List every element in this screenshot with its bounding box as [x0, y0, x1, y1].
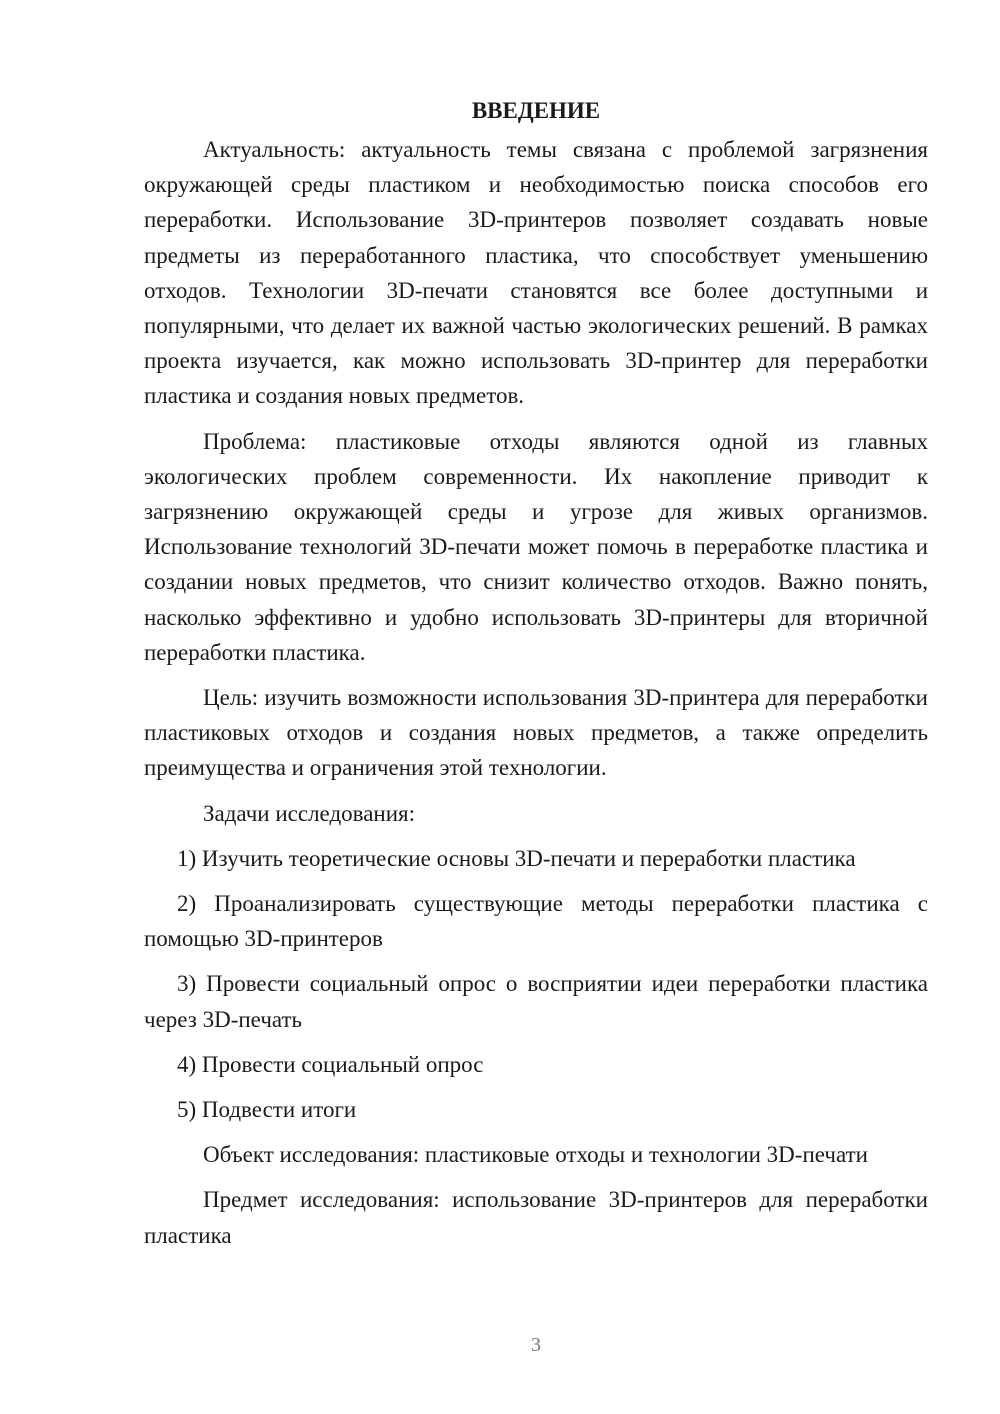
document-page [144, 95, 928, 1263]
paragraph-problem: Проблема: пластиковые отходы являются одной из главных экологических проблем современности. Их накопление приводит к загрязнению окружающей среды и угрозе для живых организмов. Использование технологий 3D-печати может помочь в переработке пластика и создании новых предметов, что снизит количество отходов. Важно понять, насколько эффективно и удобно использовать 3D-принтеры для вторичной переработки пластика. [144, 428, 928, 665]
paragraph-object: Объект исследования: пластиковые отходы и технологии 3D-печати [203, 1142, 868, 1168]
task-item-5: 5) Подвести итоги [177, 1097, 357, 1123]
paragraph-relevance: Актуальность: актуальность темы связана с проблемой загрязнения окружающей среды пластиком и необходимостью поиска способов его переработки. Использование 3D-принтеров позволяет создавать новые предметы из переработанного пластика, что способствует уменьшению отходов. Технологии 3D-печати становятся все более доступными и популярными, что делает их важной частью экологических решений. В рамках проекта изучается, как можно использовать 3D-принтер для переработки пластика и создания новых предметов. [144, 137, 928, 409]
task-item-3: 3) Провести социальный опрос о восприятии идеи переработки пластика через 3D-печать [144, 971, 928, 1032]
paragraph-subject: Предмет исследования: использование 3D-принтеров для переработки пластика [144, 1187, 928, 1248]
paragraph-goal: Цель: изучить возможности использования 3D-принтера для переработки пластиковых отходов и создания новых предметов, а также определить преимущества и ограничения этой технологии. [144, 685, 928, 781]
task-item-2: 2) Проанализировать существующие методы переработки пластика с помощью 3D-принтеров [144, 891, 928, 952]
tasks-heading: Задачи исследования: [203, 800, 416, 826]
page-number: 3 [531, 1334, 541, 1356]
task-item-1: 1) Изучить теоретические основы 3D-печати и переработки пластика [177, 845, 856, 871]
page-title: ВВЕДЕНИЕ [471, 98, 601, 123]
task-item-4: 4) Провести социальный опрос [177, 1051, 484, 1077]
